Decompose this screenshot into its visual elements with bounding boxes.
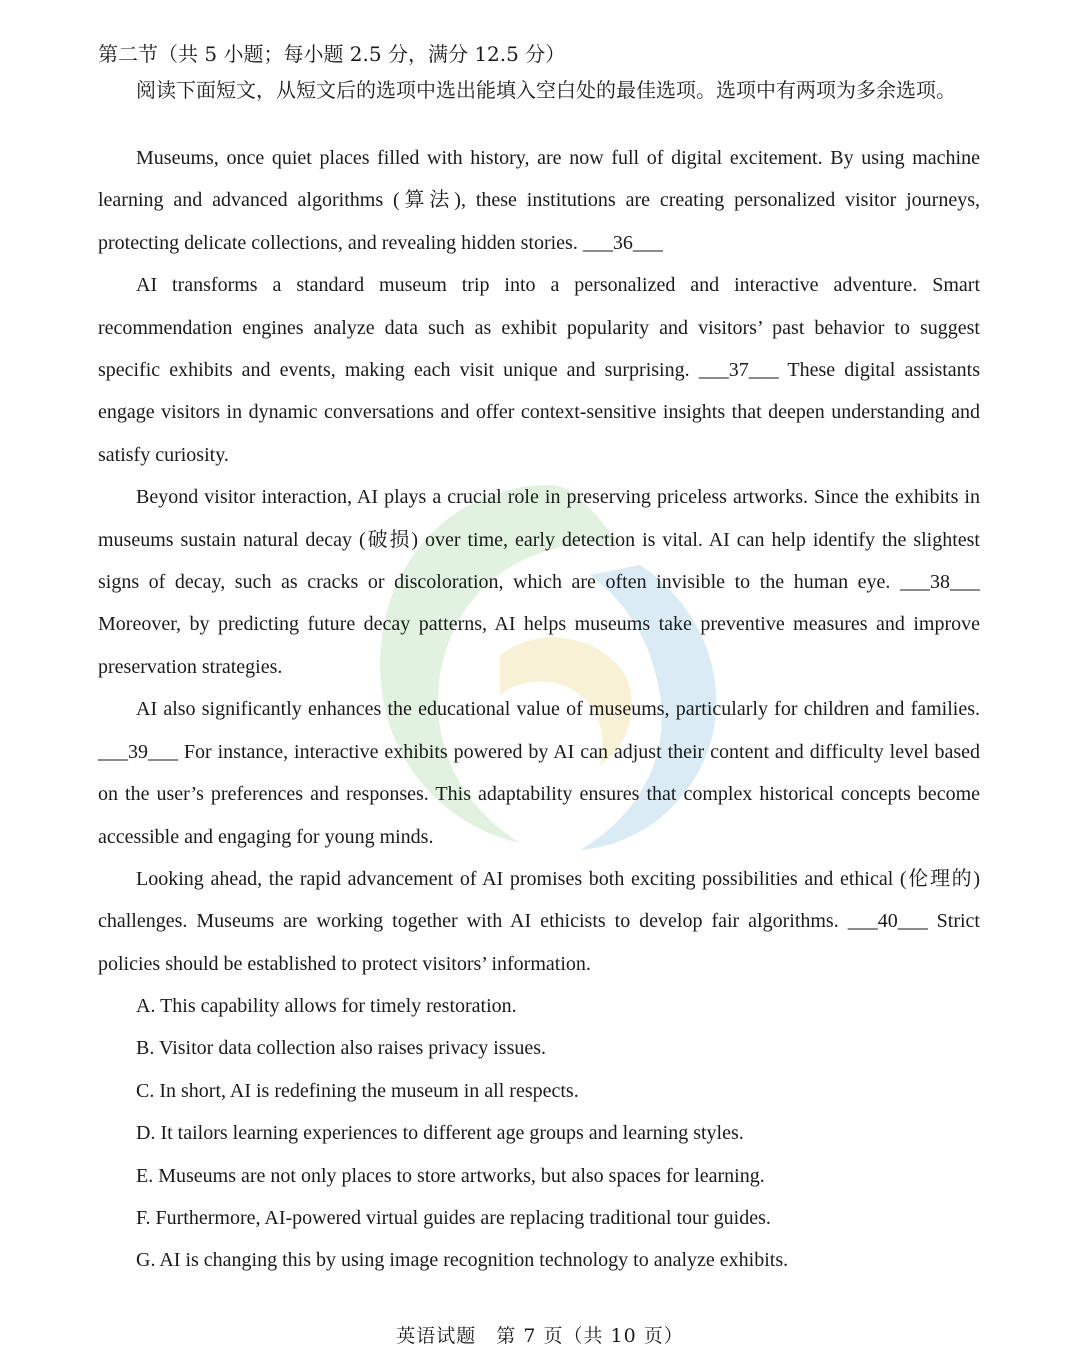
reading-passage <box>98 137 980 985</box>
option-g: G. AI is changing this by using image recognition technology to analyze exhibits. <box>136 1249 789 1272</box>
paragraph-2-text-before: AI transforms a standard museum trip into a personalized and interactive adventure. Smart recommendation engines analyze data such as exhibit popularity and visitors’ past behavior to suggest specific exhibits and events, making each visit unique and surprising. <box>98 274 980 382</box>
paragraph-1-text: Museums, once quiet places filled with history, are now full of digital excitement. By using machine learning and advanced algorithms (算法), these institutions are creating personalized visitor journeys, protecting delicate collections, and revealing hidden stories. <box>98 147 980 254</box>
option-a: A. This capability allows for timely restoration. <box>136 995 517 1017</box>
paragraph-4-text-before: AI also significantly enhances the educational value of museums, particularly for children and families. <box>136 698 980 721</box>
paragraph-5-text-before: Looking ahead, the rapid advancement of AI promises both exciting possibilities and ethical (伦理的) challenges. Museums are working together with AI ethicists to develop fair algorithms. <box>98 867 980 933</box>
blank-36: ___36___ <box>582 231 663 254</box>
blank-38: ___38___ <box>900 571 980 594</box>
option-f: F. Furthermore, AI-powered virtual guides are replacing traditional tour guides. <box>136 1207 771 1230</box>
blank-40: ___40___ <box>847 910 928 933</box>
paragraph-4 <box>98 688 980 858</box>
blank-39: ___39___ <box>98 740 178 763</box>
paragraph-2 <box>98 264 980 476</box>
paragraph-5-text-after: Strict policies should be established to protect visitors’ information. <box>98 910 980 975</box>
instructions: 阅读下面短文，从短文后的选项中选出能填入空白处的最佳选项。选项中有两项为多余选项。 <box>136 78 956 102</box>
paragraph-5 <box>98 858 980 985</box>
option-c: C. In short, AI is redefining the museum in all respects. <box>136 1079 579 1102</box>
paragraph-3-text-after: Moreover, by predicting future decay patterns, AI helps museums take preventive measures and improve preservation strategies. <box>98 613 980 678</box>
paragraph-4-text-after: For instance, interactive exhibits powered by AI can adjust their content and difficulty level based on the user’s preferences and responses. This adaptability ensures that complex historical concepts become accessible and engaging for young minds. <box>98 740 980 848</box>
blank-37: ___37___ <box>698 359 779 382</box>
option-b: B. Visitor data collection also raises privacy issues. <box>136 1037 547 1060</box>
paragraph-2-text-after: These digital assistants engage visitors in dynamic conversations and offer context-sensitive insights that deepen understanding and satisfy curiosity. <box>98 359 981 466</box>
answer-options <box>136 985 996 1282</box>
page-footer: 英语试题 第 7 页（共 10 页） <box>396 1325 684 1347</box>
section-title: 第二节（共 5 小题；每小题 2.5 分，满分 12.5 分） <box>98 42 566 66</box>
option-e: E. Museums are not only places to store artworks, but also spaces for learning. <box>136 1164 765 1187</box>
paragraph-1 <box>98 137 980 264</box>
option-d: D. It tailors learning experiences to different age groups and learning styles. <box>136 1122 744 1145</box>
paragraph-3-text-before: Beyond visitor interaction, AI plays a crucial role in preserving priceless artworks. Since the exhibits in museums sustain natural decay (破损) over time, early detection is vital. AI can help identify the slightest signs of decay, such as cracks or discoloration, which are often invisible to the human eye. <box>98 486 980 594</box>
paragraph-3 <box>98 476 980 688</box>
